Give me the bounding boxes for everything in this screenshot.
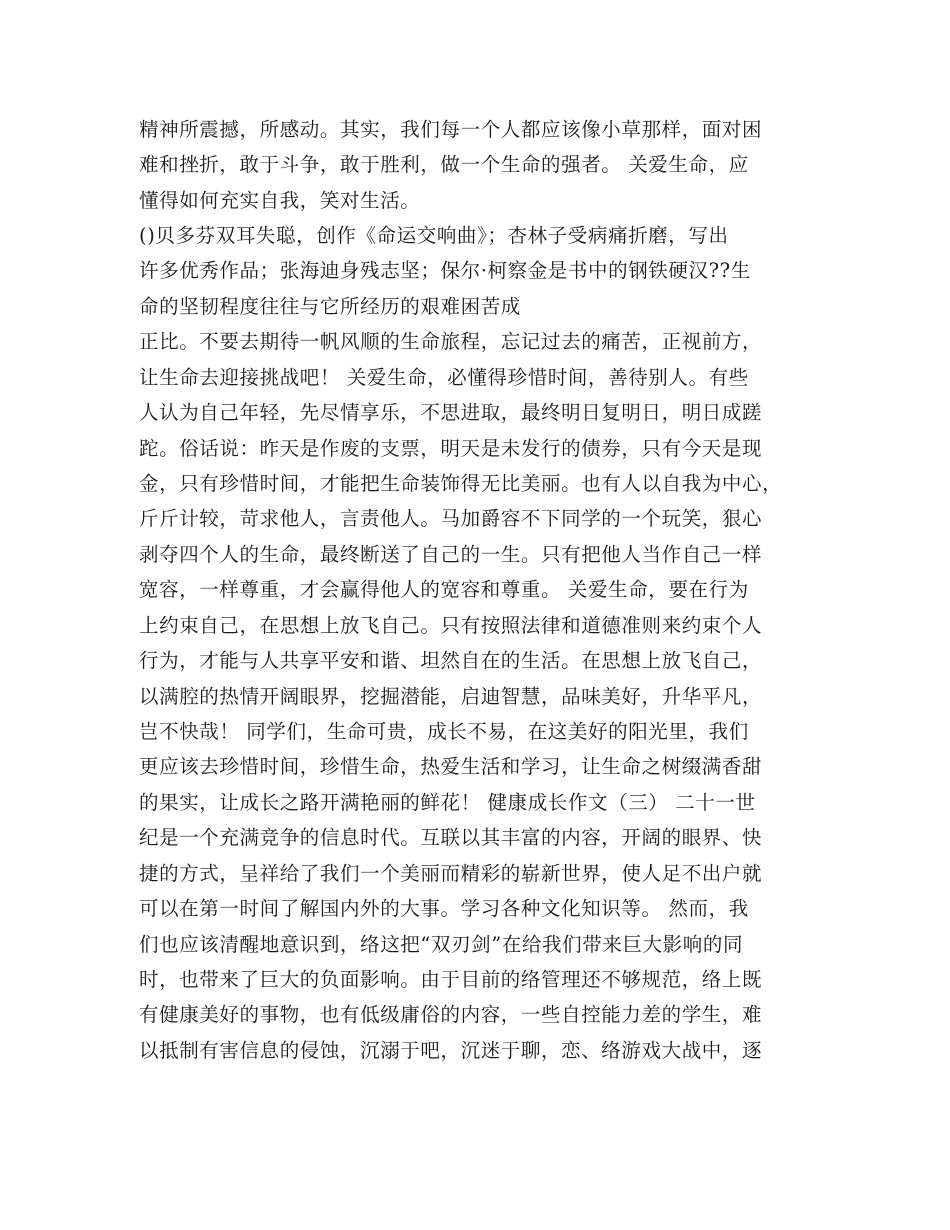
text-line: 有健康美好的事物，也有低级庸俗的内容，一些自控能力差的学生，难 (139, 1003, 763, 1026)
text-line: 可以在第一时间了解国内外的大事。学习各种文化知识等。 然而，我 (139, 897, 749, 920)
text-line: 以满腔的热情开阔眼界，挖掘潜能，启迪智慧，品味美好，升华平凡， (139, 685, 763, 708)
text-line: 以抵制有害信息的侵蚀，沉溺于吧，沉迷于聊，恋、络游戏大战中，逐 (139, 1039, 763, 1062)
text-line: 行为，才能与人共享平安和谐、坦然自在的生活。在思想上放飞自己， (139, 649, 763, 672)
text-line: 宽容，一样尊重，才会赢得他人的宽容和尊重。 关爱生命，要在行为 (139, 578, 749, 601)
text-line: 跎。俗话说：昨天是作废的支票，明天是未发行的债券，只有今天是现 (139, 437, 763, 460)
text-line: 时，也带来了巨大的负面影响。由于目前的络管理还不够规范，络上既 (139, 968, 763, 991)
text-line: 更应该去珍惜时间，珍惜生命，热爱生活和学习，让生命之树缀满香甜 (139, 755, 763, 778)
text-line: 们也应该清醒地意识到，络这把“双刃剑”在给我们带来巨大影响的同 (139, 933, 744, 956)
text-line: 剥夺四个人的生命，最终断送了自己的一生。只有把他人当作自己一样 (139, 543, 763, 566)
text-line: 捷的方式，呈祥给了我们一个美丽而精彩的崭新世界，使人足不出户就 (139, 862, 763, 885)
text-line: 正比。不要去期待一帆风顺的生命旅程，忘记过去的痛苦，正视前方， (139, 330, 763, 353)
text-line: 许多优秀作品；张海迪身残志坚；保尔·柯察金是书中的钢铁硬汉??生 (139, 259, 751, 282)
text-line: 人认为自己年轻，先尽情享乐，不思进取，最终明日复明日，明日成蹉 (139, 401, 763, 424)
text-line: 斤斤计较，苛求他人，言责他人。马加爵容不下同学的一个玩笑，狠心 (139, 507, 763, 530)
text-line: 上约束自己，在思想上放飞自己。只有按照法律和道德准则来约束个人 (139, 614, 763, 637)
text-line: 让生命去迎接挑战吧！ 关爱生命，必懂得珍惜时间，善待别人。有些 (139, 366, 749, 389)
text-line: 金，只有珍惜时间，才能把生命装饰得无比美丽。也有人以自我为中心， (139, 472, 783, 495)
text-line: ()贝多芬双耳失聪，创作《命运交响曲》；杏林子受病痛折磨，写出 (139, 224, 729, 247)
text-line: 纪是一个充满竞争的信息时代。互联以其丰富的内容，开阔的眼界、快 (139, 826, 763, 849)
text-line: 岂不快哉！ 同学们，生命可贵，成长不易，在这美好的阳光里，我们 (139, 720, 749, 743)
text-line: 懂得如何充实自我，笑对生活。 (139, 189, 421, 212)
text-line: 命的坚韧程度往往与它所经历的艰难困苦成 (139, 295, 521, 318)
text-line: 难和挫折，敢于斗争，敢于胜利，做一个生命的强者。 关爱生命，应 (139, 153, 749, 176)
text-line: 的果实，让成长之路开满艳丽的鲜花！ 健康成长作文（三） 二十一世 (139, 791, 756, 814)
text-line: 精神所震撼，所感动。其实，我们每一个人都应该像小草那样，面对困 (139, 118, 763, 141)
